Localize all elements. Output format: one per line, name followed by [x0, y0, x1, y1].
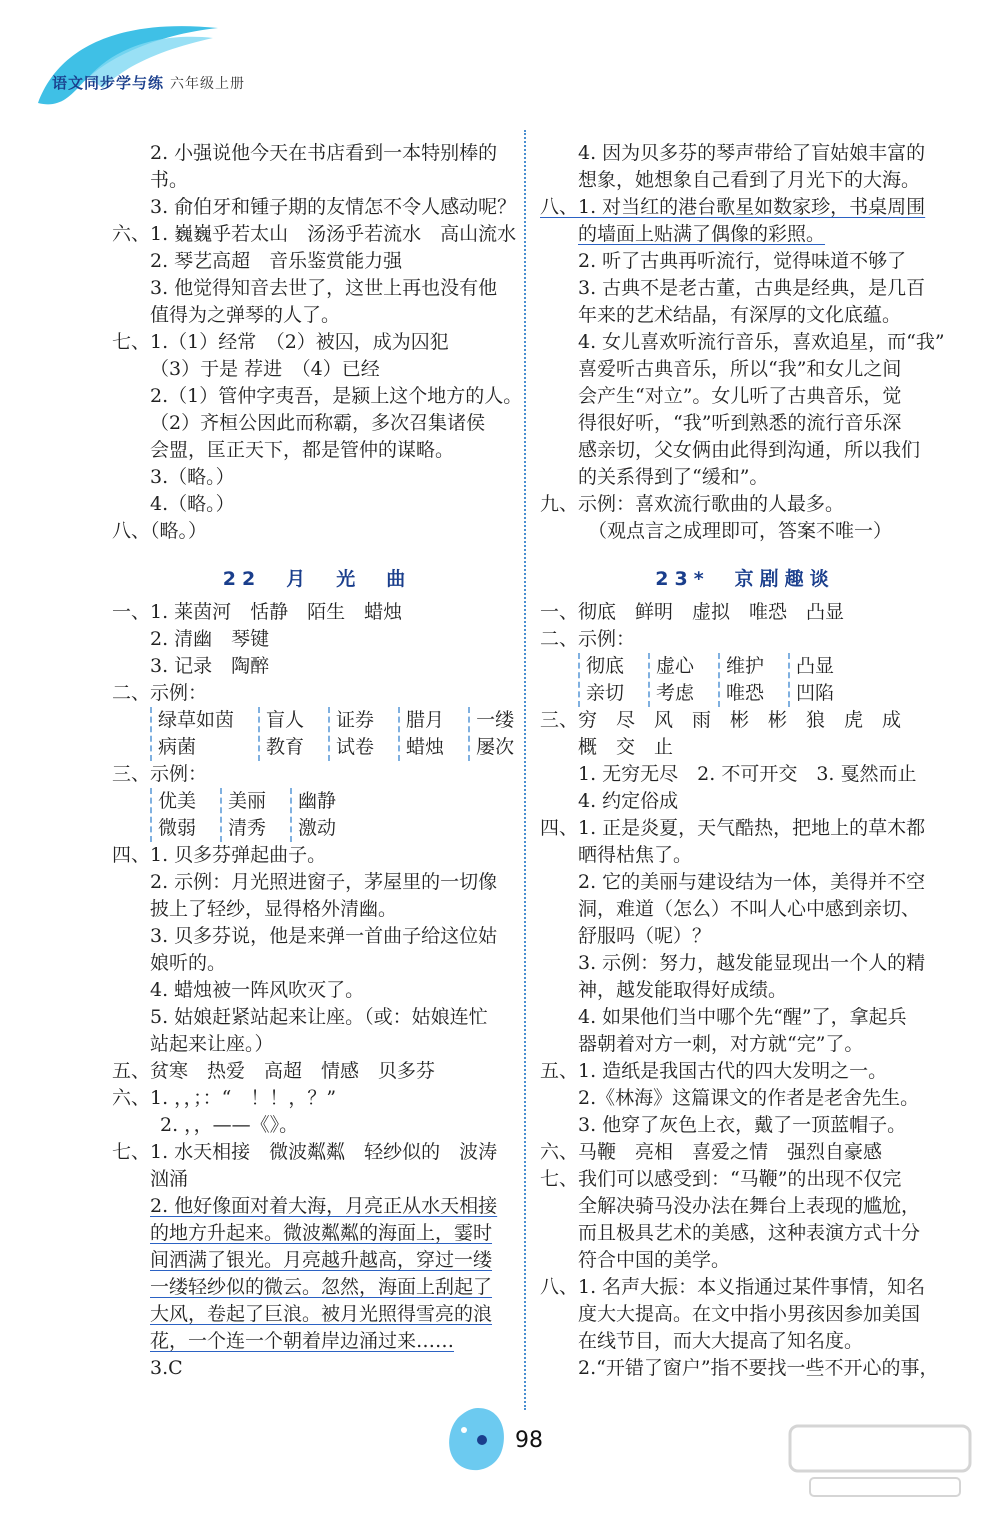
answer-line: [540, 734, 950, 761]
answer-text: 3. 示例：努力，越发能显现出一个人的精: [578, 952, 926, 974]
section-title-23: 23* 京剧趣谈: [655, 568, 835, 590]
answer-text: 3. 古典不是老古董，古典是经典，是几百: [578, 277, 926, 299]
answer-line: [540, 923, 950, 950]
answer-text: 神，越发能取得好成绩。: [578, 979, 788, 1001]
answer-line: [540, 1004, 950, 1031]
answer-text: 八、1. 对当红的港台歌星如数家珍，书桌周围: [540, 196, 926, 218]
answer-line: [540, 707, 950, 734]
answer-line: [540, 140, 950, 167]
answer-text: 七、1. 水天相接 微波粼粼 轻纱似的 波涛: [112, 1141, 498, 1163]
answer-text: 想象，她想象自己看到了月光下的大海。: [578, 169, 921, 191]
answer-line: [112, 1004, 522, 1031]
word: 一缕: [476, 709, 515, 731]
answer-line: [540, 1166, 950, 1193]
answer-line: [540, 1328, 950, 1355]
underlined-text: 花，一个连一个朝着岸边涌过来……: [150, 1330, 455, 1352]
word-pair: [718, 653, 778, 707]
answer-line: [112, 896, 522, 923]
word: 凹陷: [796, 682, 835, 704]
answer-text: 九、示例：喜欢流行歌曲的人最多。: [540, 493, 845, 515]
left-section-a: [112, 599, 522, 707]
book-title-main: 语文同步学与练: [52, 74, 165, 92]
left-column: [112, 140, 522, 1382]
answer-text: 2. 琴艺高超 音乐鉴赏能力强: [150, 250, 403, 272]
answer-line: 3.C: [150, 1357, 183, 1379]
section-title-22: 22 月 光 曲: [222, 568, 412, 590]
word: 考虑: [656, 682, 695, 704]
answer-line: [112, 1058, 522, 1085]
answer-text: 舒服吗（呢）？: [578, 925, 712, 947]
answer-text: 而且极具艺术的美感，这种表演方式十分: [578, 1222, 921, 1244]
answer-text: 四、1. 正是炎夏，天气酷热，把地上的草木都: [540, 817, 926, 839]
answer-text: 七、1.（1）经常 （2）被囚，成为囚犯: [112, 331, 449, 353]
word-grid-3: [540, 653, 950, 707]
book-grade: 六年级上册: [170, 76, 246, 92]
underlined-text: 间洒满了银光。月亮越升越高，穿过一缕: [150, 1249, 493, 1271]
word-grid-2: [112, 788, 522, 842]
answer-line: [112, 518, 522, 545]
answer-text: （观点言之成理即可，答案不唯一）: [588, 520, 893, 542]
answer-text: 2.（1）管仲字夷吾，是颍上这个地方的人。: [150, 385, 523, 407]
word: 优美: [158, 790, 197, 812]
answer-line: [112, 302, 522, 329]
answer-line: [112, 869, 522, 896]
answer-text: 3. 俞伯牙和锺子期的友情怎不令人感动呢？: [150, 196, 517, 218]
right-answers-top: [540, 140, 950, 545]
answer-text: 五、1. 造纸是我国古代的四大发明之一。: [540, 1060, 888, 1082]
word: 虚心: [656, 655, 695, 677]
answer-line: [540, 518, 950, 545]
word: 腊月: [406, 709, 445, 731]
answer-line: [112, 680, 522, 707]
answer-line: [112, 275, 522, 302]
word-pair: [258, 707, 318, 761]
answer-text: 全解决骑马没办法在舞台上表现的尴尬，: [578, 1195, 921, 1217]
word: 幽静: [298, 790, 337, 812]
answer-line: [112, 950, 522, 977]
answer-text: 值得为之弹琴的人了。: [150, 304, 341, 326]
answer-text: 一、彻底 鲜明 虚拟 唯恐 凸显: [540, 601, 845, 623]
page-number: 98: [515, 1428, 543, 1453]
word-pair: [220, 788, 280, 842]
answer-text: 3. 记录 陶醉: [150, 655, 270, 677]
word-pair: [290, 788, 350, 842]
word: 试卷: [336, 736, 375, 758]
right-column: [540, 140, 950, 1382]
header-swoosh-logo: [28, 8, 228, 118]
answer-text: 五、贫寒 热爱 高超 情感 贝多芬: [112, 1060, 436, 1082]
answer-line: [540, 1193, 950, 1220]
answer-text: 1. 无穷无尽 2. 不可开交 3. 戛然而止: [578, 763, 917, 785]
answer-line: [112, 329, 522, 356]
answer-text: 娘听的。: [150, 952, 227, 974]
word: 绿草如茵: [158, 709, 235, 731]
answer-text: 4. 女儿喜欢听流行音乐，喜欢追星，而“我”: [578, 331, 945, 353]
answer-line: [540, 1355, 950, 1382]
underlined-passage: [112, 1193, 522, 1355]
answer-text: 的关系得到了“缓和”。: [578, 466, 769, 488]
answer-text: 度大大提高。在文中指小男孩因参加美国: [578, 1303, 921, 1325]
answer-line: [112, 1193, 522, 1220]
right-section-b: [540, 707, 950, 1382]
right-section-a: [540, 599, 950, 653]
underlined-text: 大风，卷起了巨浪。被月光照得雪亮的浪: [150, 1303, 493, 1325]
answer-text: 八、1. 名声大振：本义指通过某件事情，知名: [540, 1276, 926, 1298]
word: 屡次: [476, 736, 515, 758]
underlined-text: 的地方升起来。微波粼粼的海面上，霎时: [150, 1222, 493, 1244]
answer-line: [112, 1112, 522, 1139]
answer-text: 在线节目，而大大提高了知名度。: [578, 1330, 864, 1352]
column-divider: [524, 130, 526, 1410]
word: 维护: [726, 655, 765, 677]
answer-text: 年来的艺术结晶，有深厚的文化底蕴。: [578, 304, 902, 326]
word: 病菌: [158, 736, 197, 758]
answer-line: [112, 977, 522, 1004]
answer-line: [112, 653, 522, 680]
answer-line: [540, 1031, 950, 1058]
word-pair: [328, 707, 388, 761]
answer-line: [540, 167, 950, 194]
answer-text: 书。: [150, 169, 189, 191]
answer-line: [540, 464, 950, 491]
answer-text: 六、1. 巍巍乎若太山 汤汤乎若流水 高山流水: [112, 223, 517, 245]
word-pair: [578, 653, 638, 707]
word: 彻底: [586, 655, 625, 677]
word: 美丽: [228, 790, 267, 812]
answer-line: [112, 221, 522, 248]
answer-line: [540, 275, 950, 302]
answer-text: 八、（略。）: [112, 520, 208, 542]
word: 凸显: [796, 655, 835, 677]
answer-text: 披上了轻纱，显得格外清幽。: [150, 898, 398, 920]
word: 教育: [266, 736, 305, 758]
word-pair: [788, 653, 848, 707]
answer-text: 符合中国的美学。: [578, 1249, 731, 1271]
answer-line: [112, 410, 522, 437]
left-answers-top: [112, 140, 522, 545]
answer-text: 的墙面上贴满了偶像的彩照。: [578, 223, 826, 245]
answer-line: [112, 1166, 522, 1193]
answer-line: [112, 194, 522, 221]
answer-line: [540, 1220, 950, 1247]
answer-line: [540, 302, 950, 329]
answer-line: [540, 194, 950, 221]
answer-line: [540, 842, 950, 869]
answer-text: 洞，难道（怎么）不叫人心中感到亲切、: [578, 898, 921, 920]
answer-line: [540, 1112, 950, 1139]
answer-line: [112, 1031, 522, 1058]
answer-text: 2. 示例：月光照进窗子，茅屋里的一切像: [150, 871, 498, 893]
answer-line: [112, 761, 522, 788]
answer-text: 5. 姑娘赶紧站起来让座。（或：姑娘连忙: [150, 1006, 488, 1028]
answer-line: [112, 1247, 522, 1274]
answer-text: 2. ，，——《》。: [160, 1114, 299, 1136]
answer-text: 3. 他觉得知音去世了，这世上再也没有他: [150, 277, 498, 299]
watermark-logo: [780, 1416, 980, 1506]
answer-line: [112, 1085, 522, 1112]
answer-line: [540, 815, 950, 842]
answer-text: 四、1. 贝多芬弹起曲子。: [112, 844, 327, 866]
answer-line: [112, 248, 522, 275]
word-pair: [468, 707, 528, 761]
answer-line: [540, 869, 950, 896]
word: 证券: [336, 709, 375, 731]
answer-text: 三、穷 尽 风 雨 彬 彬 狼 虎 成: [540, 709, 902, 731]
answer-line: [540, 896, 950, 923]
answer-text: 会产生“对立”。女儿听了古典音乐，觉: [578, 385, 902, 407]
answer-text: 二、示例：: [540, 628, 636, 650]
answer-text: 六、马鞭 亮相 喜爱之情 强烈自豪感: [540, 1141, 883, 1163]
answer-line: [540, 1085, 950, 1112]
answer-line: [540, 491, 950, 518]
answer-text: 汹涌: [150, 1168, 189, 1190]
answer-text: 喜爱听古典音乐，所以“我”和女儿之间: [578, 358, 902, 380]
answer-line: [112, 1274, 522, 1301]
answer-line: [540, 1301, 950, 1328]
answer-text: 会盟，匡正天下，都是管仲的谋略。: [150, 439, 455, 461]
word-pair: [150, 707, 248, 761]
word-pair: [648, 653, 708, 707]
answer-text: 2. 听了古典再听流行，觉得味道不够了: [578, 250, 907, 272]
answer-line: [540, 356, 950, 383]
answer-line: [112, 923, 522, 950]
word-pair: [398, 707, 458, 761]
answer-line: [540, 437, 950, 464]
answer-text: 2. 小强说他今天在书店看到一本特别棒的: [150, 142, 498, 164]
left-section-c: [112, 842, 522, 1193]
answer-line: [540, 950, 950, 977]
word: 清秀: [228, 817, 267, 839]
answer-text: 3.（略。）: [150, 466, 235, 488]
answer-line: [112, 491, 522, 518]
word: 亲切: [586, 682, 625, 704]
answer-text: 2.《林海》这篇课文的作者是老舍先生。: [578, 1087, 920, 1109]
answer-line: [112, 356, 522, 383]
word-grid-1: [112, 707, 522, 761]
answer-line: [112, 383, 522, 410]
answer-text: 七、我们可以感受到：“马鞭”的出现不仅完: [540, 1168, 902, 1190]
answer-line: [540, 1058, 950, 1085]
answer-line: [540, 1139, 950, 1166]
word-pair: [150, 788, 210, 842]
answer-text: （3）于是 荐进 （4）已经: [150, 358, 380, 380]
answer-text: 4. 蜡烛被一阵风吹灭了。: [150, 979, 365, 1001]
answer-text: 六、1. ，，；：“ ！！，？”: [112, 1087, 337, 1109]
answer-line: [540, 248, 950, 275]
answer-line: [540, 329, 950, 356]
answer-line: [112, 1220, 522, 1247]
word: 激动: [298, 817, 337, 839]
answer-text: 2. 它的美丽与建设结为一体，美得并不空: [578, 871, 926, 893]
answer-text: 3. 他穿了灰色上衣，戴了一顶蓝帽子。: [578, 1114, 907, 1136]
underlined-text: 一缕轻纱似的微云。忽然，海面上刮起了: [150, 1276, 493, 1298]
answer-text: 器朝着对方一刺，对方就“完”了。: [578, 1033, 864, 1055]
answer-text: 站起来让座。）: [150, 1033, 274, 1055]
word: 盲人: [266, 709, 305, 731]
answer-line: [540, 1247, 950, 1274]
word: 微弱: [158, 817, 197, 839]
answer-text: 4. 因为贝多芬的琴声带给了盲姑娘丰富的: [578, 142, 926, 164]
answer-line: [112, 1301, 522, 1328]
answer-text: 得很好听，“我”听到熟悉的流行音乐深: [578, 412, 902, 434]
answer-text: 晒得枯焦了。: [578, 844, 693, 866]
answer-text: 二、示例：: [112, 682, 208, 704]
left-section-b: [112, 761, 522, 788]
answer-text: 3. 贝多芬说，他是来弹一首曲子给这位姑: [150, 925, 498, 947]
answer-line: [112, 437, 522, 464]
word: 唯恐: [726, 682, 765, 704]
answer-line: [112, 842, 522, 869]
answer-line: [540, 977, 950, 1004]
answer-line: [540, 626, 950, 653]
answer-line: [540, 221, 950, 248]
answer-line: [540, 599, 950, 626]
page-number-decoration: [442, 1400, 514, 1480]
answer-text: 4.（略。）: [150, 493, 235, 515]
answer-line: [112, 626, 522, 653]
answer-line: [540, 1274, 950, 1301]
answer-line: [540, 788, 950, 815]
answer-text: （2）齐桓公因此而称霸，多次召集诸侯: [150, 412, 486, 434]
answer-text: 概 交 止: [578, 736, 674, 758]
answer-text: 4. 如果他们当中哪个先“醒”了，拿起兵: [578, 1006, 907, 1028]
answer-text: 4. 约定俗成: [578, 790, 679, 812]
book-title: [52, 72, 245, 93]
answer-line: [540, 761, 950, 788]
answer-text: 2.“开错了窗户”指不要找一些不开心的事，: [578, 1357, 939, 1379]
underlined-text: 2. 他好像面对着大海，月亮正从水天相接: [150, 1195, 498, 1217]
answer-line: [540, 383, 950, 410]
answer-line: [112, 140, 522, 167]
answer-line: [112, 599, 522, 626]
answer-line: [112, 1328, 522, 1355]
answer-text: 一、1. 莱茵河 恬静 陌生 蜡烛: [112, 601, 403, 623]
answer-line: [112, 167, 522, 194]
answer-line: [540, 410, 950, 437]
answer-line: [112, 1139, 522, 1166]
answer-text: 三、示例：: [112, 763, 208, 785]
word: 蜡烛: [406, 736, 445, 758]
answer-text: 感亲切，父女俩由此得到沟通，所以我们: [578, 439, 921, 461]
answer-text: 2. 清幽 琴键: [150, 628, 270, 650]
answer-line: [112, 464, 522, 491]
